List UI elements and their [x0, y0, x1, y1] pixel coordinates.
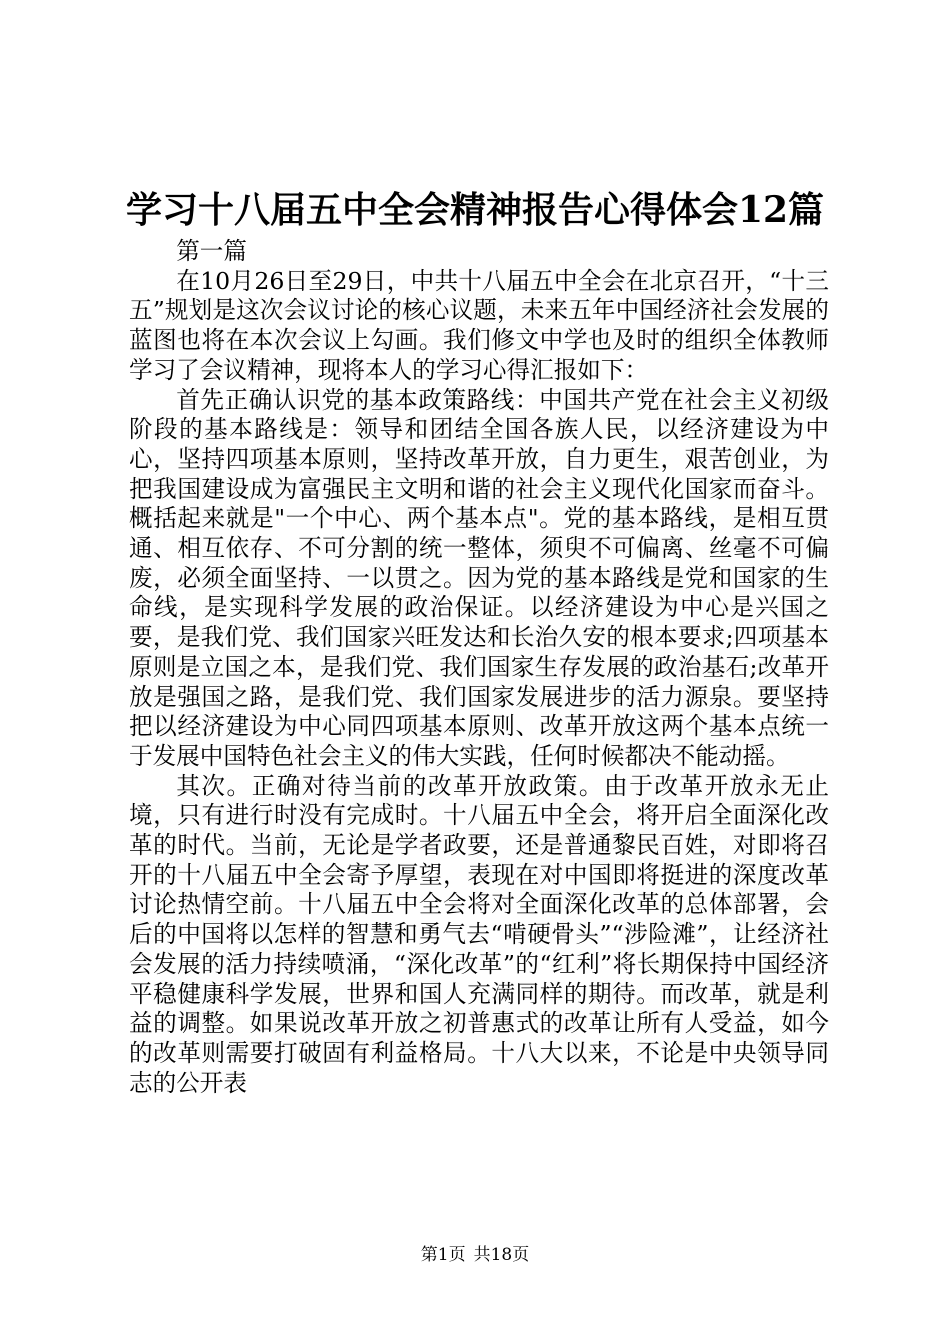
page-total: 共18页 — [473, 1245, 530, 1265]
page-footer — [0, 1243, 950, 1267]
paragraph: 首先正确认识党的基本政策路线：中国共产党在社会主义初级阶段的基本路线是：领导和团结全国各族人民，以经济建设为中心，坚持四项基本原则，坚持改革开放，自力更生，艰苦创业，为把我国建设成为富强民主文明和谐的社会主义现代化国家而奋斗。概括起来就是"一个中心、两个基本点"。党的基本路线，是相互贯通、相互依存、不可分割的统一整体，须臾不可偏离、丝毫不可偏废，必须全面坚持、一以贯之。因为党的基本路线是党和国家的生命线，是实现科学发展的政治保证。以经济建设为中心是兴国之要，是我们党、我们国家兴旺发达和长治久安的根本要求;四项基本原则是立国之本，是我们党、我们国家生存发展的政治基石;改革开放是强国之路，是我们党、我们国家发展进步的活力源泉。要坚持把以经济建设为中心同四项基本原则、改革开放这两个基本点统一于发展中国特色社会主义的伟大实践，任何时候都决不能动摇。 — [129, 385, 829, 770]
section-heading: 第一篇 — [176, 237, 247, 265]
document-title: 学习十八届五中全会精神报告心得体会12篇 — [125, 189, 825, 231]
document-body — [129, 237, 829, 1098]
paragraph: 在10月26日至29日，中共十八届五中全会在北京召开，“十三五”规划是这次会议讨论的核心议题，未来五年中国经济社会发展的蓝图也将在本次会议上勾画。我们修文中学也及时的组织全体教师学习了会议精神，现将本人的学习心得汇报如下： — [129, 266, 829, 384]
paragraph: 其次。正确对待当前的改革开放政策。由于改革开放永无止境，只有进行时没有完成时。十八届五中全会，将开启全面深化改革的时代。当前，无论是学者政要，还是普通黎民百姓，对即将召开的十八届五中全会寄予厚望，表现在对中国即将挺进的深度改革讨论热情空前。十八届五中全会将对全面深化改革的总体部署，会后的中国将以怎样的智慧和勇气去“啃硬骨头”“涉险滩”，让经济社会发展的活力持续喷涌，“深化改革”的“红利”将长期保持中国经济平稳健康科学发展，世界和国人充满同样的期待。而改革，就是利益的调整。如果说改革开放之初普惠式的改革让所有人受益，如今的改革则需要打破固有利益格局。十八大以来，不论是中央领导同志的公开表 — [129, 771, 829, 1097]
page-number: 第1页 — [420, 1245, 466, 1265]
